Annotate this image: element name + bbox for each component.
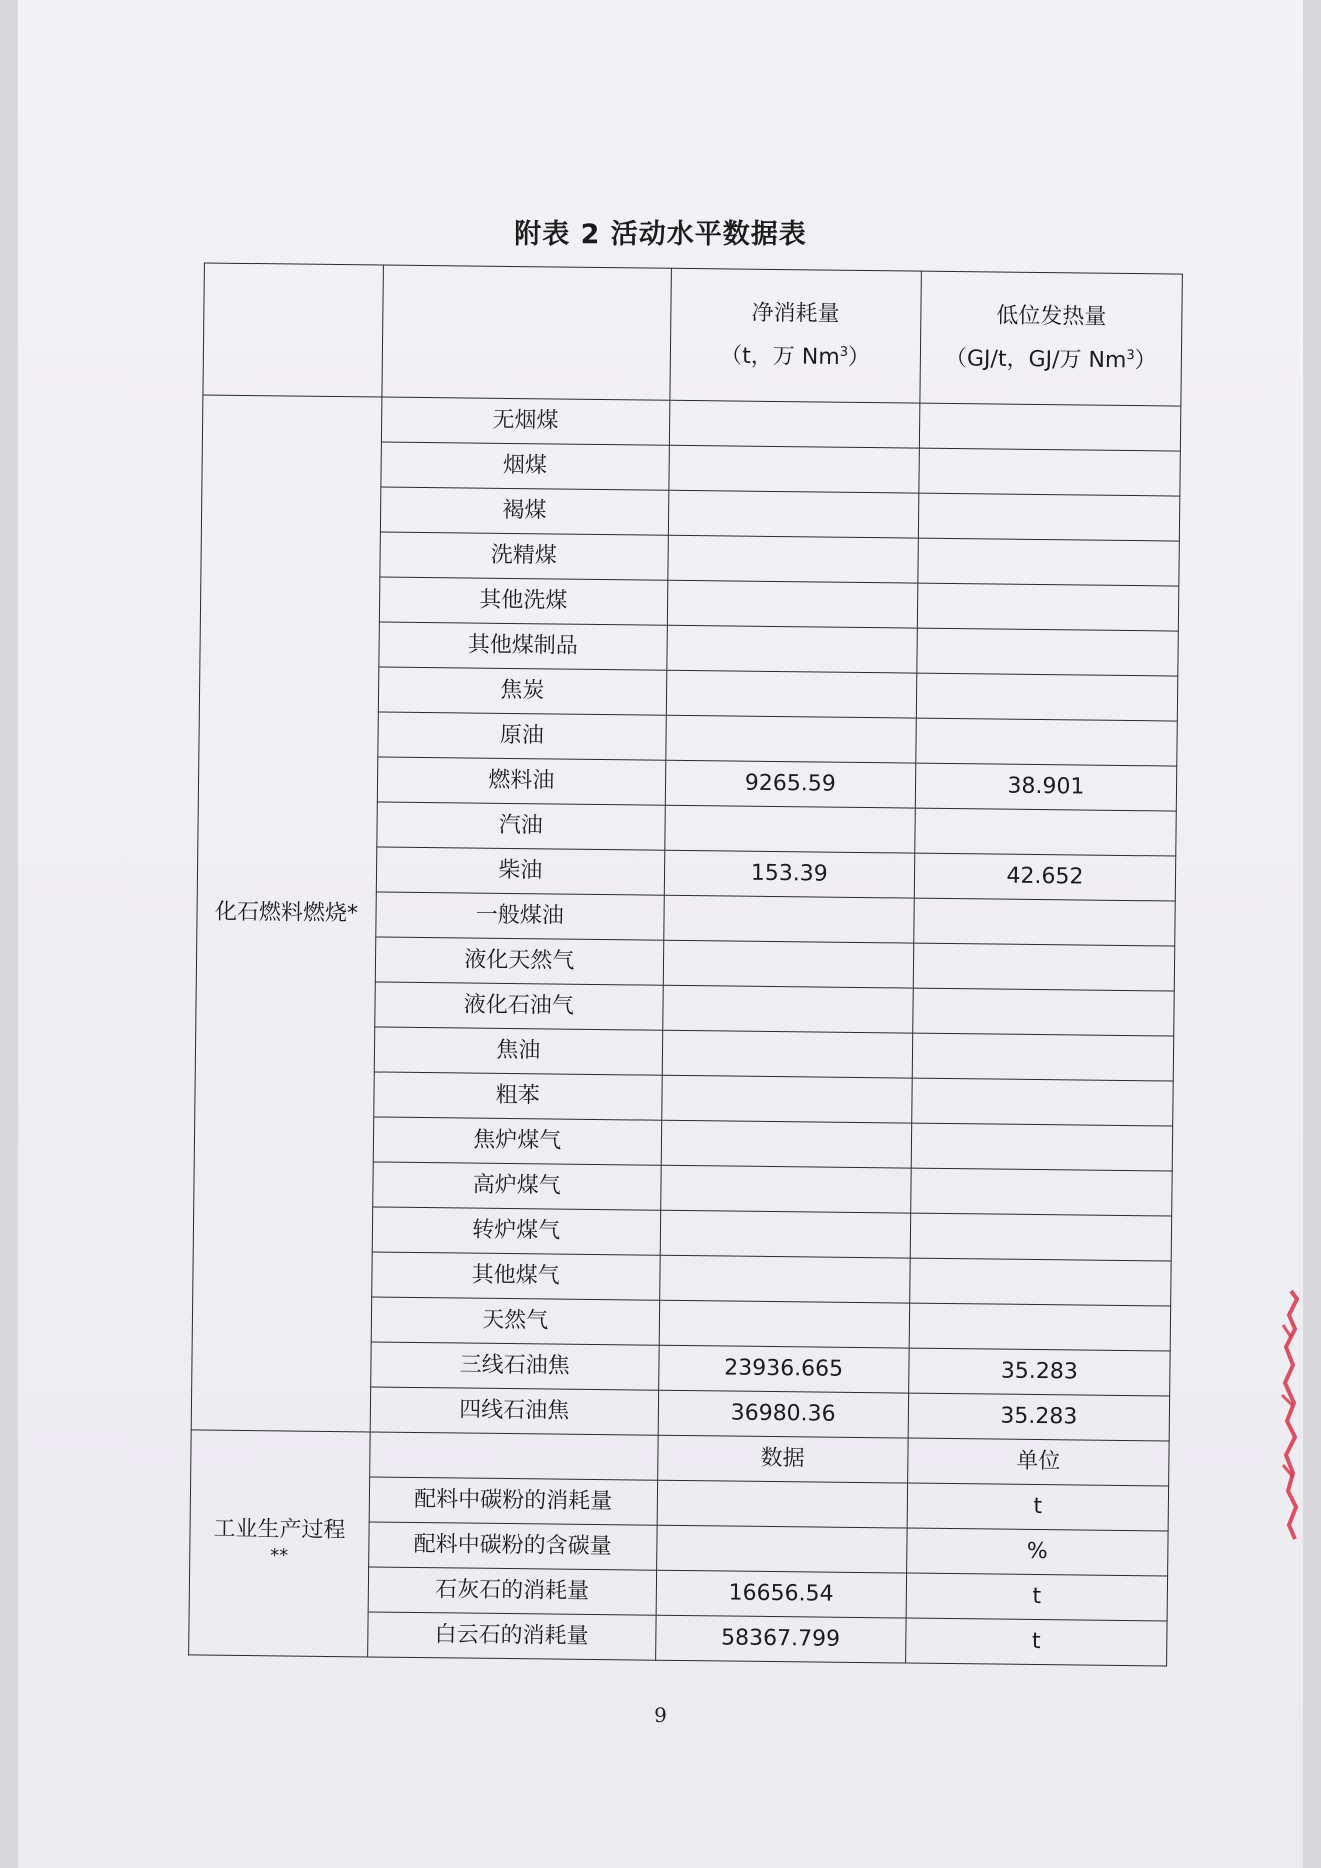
fuel-name: 其他煤气: [372, 1252, 660, 1300]
fuel-name: 其他洗煤: [379, 577, 667, 625]
fuel-name: 四线石油焦: [370, 1387, 658, 1435]
industrial-header-unit: 单位: [907, 1438, 1169, 1486]
document-page: [18, 0, 1303, 1868]
fossil-fuel-group-label: 化石燃料燃烧*: [191, 395, 382, 1432]
heat-value: [912, 1078, 1174, 1126]
fuel-name: 洗精煤: [380, 532, 668, 580]
heat-value: 38.901: [915, 763, 1177, 811]
heat-value: [919, 448, 1181, 496]
fuel-name: 其他煤制品: [379, 622, 667, 670]
fuel-name: 粗苯: [374, 1072, 662, 1120]
heat-value: 42.652: [914, 853, 1176, 901]
fuel-name: 烟煤: [381, 442, 669, 490]
fuel-name: 焦炉煤气: [373, 1117, 661, 1165]
net-consumption-value: [663, 940, 914, 988]
net-consumption-value: [661, 1075, 912, 1123]
fuel-name: 褐煤: [380, 487, 668, 535]
process-data: [657, 1480, 908, 1528]
fuel-name: 汽油: [377, 802, 665, 850]
table-title: 附表 2 活动水平数据表: [514, 219, 807, 250]
fuel-name: 焦炭: [378, 667, 666, 715]
process-unit: t: [907, 1483, 1169, 1531]
net-consumption-value: [663, 895, 914, 943]
heat-value: [916, 673, 1178, 721]
fuel-name: 焦油: [374, 1027, 662, 1075]
fuel-name: 柴油: [376, 847, 664, 895]
process-unit: t: [905, 1618, 1167, 1666]
net-consumption-value: 9265.59: [665, 760, 916, 808]
heat-value: 35.283: [908, 1348, 1170, 1396]
fuel-name: 原油: [378, 712, 666, 760]
net-consumption-value: [666, 625, 917, 673]
heat-value: [915, 808, 1177, 856]
process-data: 58367.799: [655, 1615, 906, 1663]
heat-value: [917, 628, 1179, 676]
heat-value: [911, 1168, 1173, 1216]
heat-value: [910, 1213, 1172, 1261]
fuel-name: 液化天然气: [375, 937, 663, 985]
fuel-name: 液化石油气: [375, 982, 663, 1030]
fuel-name: 高炉煤气: [373, 1162, 661, 1210]
net-consumption-value: [666, 670, 917, 718]
heat-value: [912, 1033, 1174, 1081]
net-consumption-value: [667, 580, 918, 628]
heat-value: [918, 493, 1180, 541]
heat-value: [911, 1123, 1173, 1171]
net-consumption-value: [661, 1120, 912, 1168]
net-consumption-value: [669, 400, 920, 448]
process-unit: %: [906, 1528, 1168, 1576]
net-consumption-value: [659, 1255, 910, 1303]
net-consumption-value: [659, 1300, 910, 1348]
fuel-name: 无烟煤: [381, 397, 669, 445]
industrial-header-item: [370, 1432, 658, 1480]
red-seal-fragment: [1277, 1285, 1299, 1545]
heat-value: [919, 403, 1181, 451]
process-item: 白云石的消耗量: [368, 1612, 656, 1660]
header-heat-value-label: 低位发热量: [996, 303, 1107, 330]
net-consumption-value: [665, 715, 916, 763]
net-consumption-value: [660, 1165, 911, 1213]
heat-value: [916, 718, 1178, 766]
heat-value: [913, 988, 1175, 1036]
process-item: 石灰石的消耗量: [368, 1567, 656, 1615]
heat-value: [917, 583, 1179, 631]
net-consumption-value: 153.39: [664, 850, 915, 898]
process-data: [656, 1525, 907, 1573]
header-empty-cell-2: [382, 265, 671, 400]
net-consumption-value: [662, 1030, 913, 1078]
net-consumption-value: [668, 490, 919, 538]
heat-value: [909, 1303, 1171, 1351]
heat-value: [914, 898, 1176, 946]
process-data: 16656.54: [656, 1570, 907, 1618]
fuel-name: 转炉煤气: [372, 1207, 660, 1255]
header-consumption-label: 净消耗量: [751, 300, 840, 327]
header-heat-value: [920, 271, 1183, 406]
header-empty-cell-1: [203, 263, 383, 397]
fuel-name: 燃料油: [377, 757, 665, 805]
net-consumption-value: [660, 1210, 911, 1258]
fuel-name: 一般煤油: [376, 892, 664, 940]
heat-value: [910, 1258, 1172, 1306]
header-consumption-unit: （t，万 Nm$^3$）: [720, 343, 871, 371]
fuel-name: 三线石油焦: [371, 1342, 659, 1390]
process-item: 配料中碳粉的含碳量: [369, 1522, 657, 1570]
fuel-name: 天然气: [371, 1297, 659, 1345]
net-consumption-value: 23936.665: [658, 1345, 909, 1393]
industrial-group-label: [189, 1430, 370, 1657]
header-consumption: [670, 268, 922, 403]
process-item: 配料中碳粉的消耗量: [369, 1477, 657, 1525]
header-row: [203, 263, 1182, 406]
net-consumption-value: 36980.36: [658, 1390, 909, 1438]
heat-value: [918, 538, 1180, 586]
header-heat-value-unit: （GJ/t，GJ/万 Nm$^3$）: [944, 346, 1157, 374]
page-number: 9: [654, 1703, 667, 1727]
industrial-group-label-line1: 工业生产过程: [213, 1516, 346, 1544]
net-consumption-value: [668, 445, 919, 493]
process-unit: t: [906, 1573, 1168, 1621]
activity-data-table: [188, 262, 1183, 1666]
heat-value: 35.283: [908, 1393, 1170, 1441]
net-consumption-value: [662, 985, 913, 1033]
industrial-group-label-line2: **: [270, 1545, 289, 1567]
heat-value: [913, 943, 1175, 991]
industrial-header-data: 数据: [657, 1435, 908, 1483]
net-consumption-value: [664, 805, 915, 853]
net-consumption-value: [667, 535, 918, 583]
